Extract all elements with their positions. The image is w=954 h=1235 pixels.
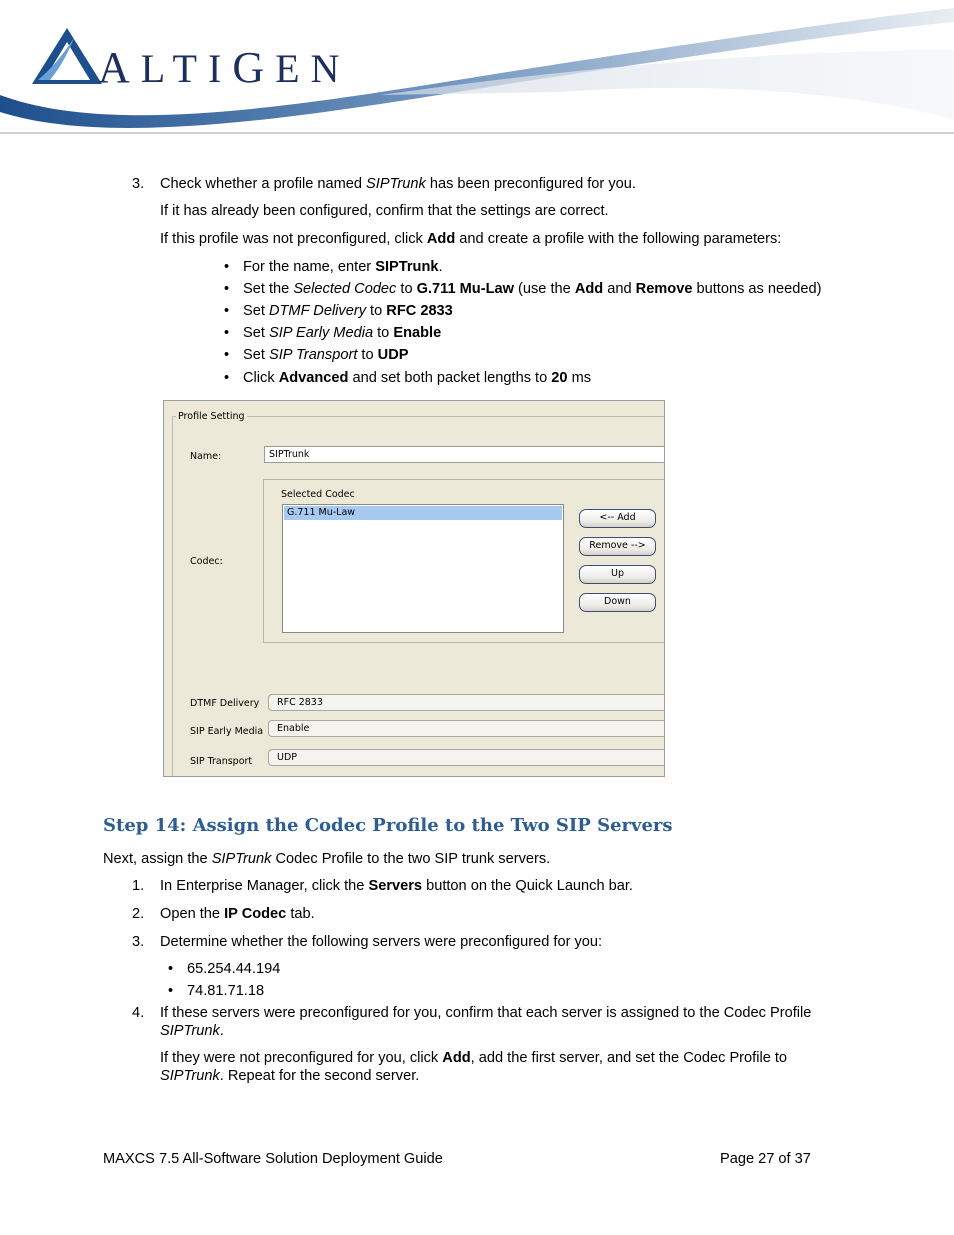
server-address: 65.254.44.194 xyxy=(187,961,281,977)
selected-codec-list[interactable] xyxy=(282,504,564,633)
dtmf-delivery-select[interactable]: RFC 2833 xyxy=(268,694,665,711)
parameter-item: Set DTMF Delivery to RFC 2833 xyxy=(243,303,453,319)
step3-line2: If it has already been configured, confirm that the settings are correct. xyxy=(160,203,609,219)
step-number: 1. xyxy=(132,878,145,894)
step3-line3: If this profile was not preconfigured, click Add and create a profile with the following parameters: xyxy=(160,231,782,247)
step14-item: Determine whether the following servers were preconfigured for you: xyxy=(160,934,603,950)
up-button[interactable]: Up xyxy=(579,565,656,584)
step4-line2: SIPTrunk. xyxy=(160,1023,224,1039)
bullet-icon: • xyxy=(224,303,230,319)
bullet-icon: • xyxy=(168,961,174,977)
parameter-item: For the name, enter SIPTrunk. xyxy=(243,259,443,275)
down-button[interactable]: Down xyxy=(579,593,656,612)
codec-label: Codec: xyxy=(190,556,223,567)
page-header xyxy=(0,0,954,140)
name-label: Name: xyxy=(190,451,222,462)
name-input[interactable]: SIPTrunk xyxy=(264,446,664,463)
dtmf-delivery-label: DTMF Delivery xyxy=(190,698,260,709)
remove-button[interactable]: Remove --> xyxy=(579,537,656,556)
section-heading: Step 14: Assign the Codec Profile to the Two SIP Servers xyxy=(103,815,673,836)
parameter-item: Set SIP Transport to UDP xyxy=(243,347,409,363)
codec-list-item[interactable]: G.711 Mu-Law xyxy=(284,506,562,520)
step14-intro: Next, assign the SIPTrunk Codec Profile to the two SIP trunk servers. xyxy=(103,851,551,867)
step14-item: Open the IP Codec tab. xyxy=(160,906,315,922)
bullet-icon: • xyxy=(168,983,174,999)
logo-wordmark: ALTIGEN xyxy=(98,43,351,92)
selected-codec-label: Selected Codec xyxy=(281,489,355,500)
add-button[interactable]: <-- Add xyxy=(579,509,656,528)
bullet-icon: • xyxy=(224,370,230,386)
server-address: 74.81.71.18 xyxy=(187,983,265,999)
sip-transport-label: SIP Transport xyxy=(190,756,253,767)
sip-early-media-select[interactable]: Enable xyxy=(268,720,665,737)
step4-line1: If these servers were preconfigured for you, confirm that each server is assigned to the Codec Profile xyxy=(160,1005,812,1021)
step-number: 3. xyxy=(132,176,145,192)
step-number: 4. xyxy=(132,1005,145,1021)
parameter-item: Click Advanced and set both packet lengths to 20 ms xyxy=(243,370,592,386)
sip-early-media-label: SIP Early Media xyxy=(190,726,264,737)
step4-para2: If they were not preconfigured for you, click Add, add the first server, and set the Codec Profile to xyxy=(160,1050,788,1066)
page-number: Page 27 of 37 xyxy=(720,1151,811,1167)
bullet-icon: • xyxy=(224,281,230,297)
parameter-item: Set SIP Early Media to Enable xyxy=(243,325,442,341)
footer-title: MAXCS 7.5 All-Software Solution Deployment Guide xyxy=(103,1151,443,1167)
group-title: Profile Setting xyxy=(178,411,245,422)
parameter-item: Set the Selected Codec to G.711 Mu-Law (use the Add and Remove buttons as needed) xyxy=(243,281,822,297)
step-number: 2. xyxy=(132,906,145,922)
sip-transport-select[interactable]: UDP xyxy=(268,749,665,766)
profile-setting-dialog xyxy=(163,400,665,777)
step-number: 3. xyxy=(132,934,145,950)
bullet-icon: • xyxy=(224,347,230,363)
step14-item: In Enterprise Manager, click the Servers button on the Quick Launch bar. xyxy=(160,878,633,894)
bullet-icon: • xyxy=(224,325,230,341)
altigen-logo-icon xyxy=(32,28,102,88)
step3-line1: Check whether a profile named SIPTrunk has been preconfigured for you. xyxy=(160,176,636,192)
bullet-icon: • xyxy=(224,259,230,275)
step4-para3: SIPTrunk. Repeat for the second server. xyxy=(160,1068,420,1084)
